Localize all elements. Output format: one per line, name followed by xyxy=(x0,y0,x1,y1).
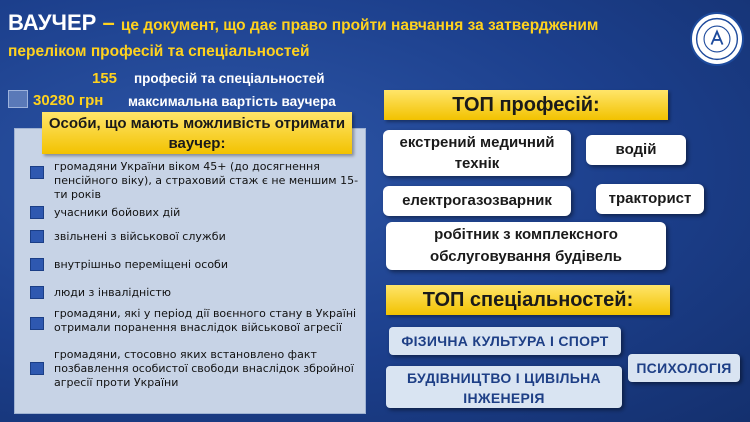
list-item-text: внутрішньо переміщені особи xyxy=(54,258,228,271)
specialty-chip: ПСИХОЛОГІЯ xyxy=(628,354,740,382)
page-title xyxy=(8,10,648,65)
profession-chip: екстрений медичний технік xyxy=(383,130,571,176)
profession-chip: електрогазозварник xyxy=(383,186,571,216)
list-item-text: громадяни України віком 45+ (до досягнення пенсійного віку), а страховий стаж є не меншим 15-ти років xyxy=(54,160,359,201)
list-item-text: громадяни, які у період дії воєнного стану в Україні отримали поранення внаслідок військової агресії xyxy=(54,307,357,334)
persons-title: Особи, що мають можливість отримати ваучер: xyxy=(42,112,352,154)
specialty-chip: ФІЗИЧНА КУЛЬТУРА І СПОРТ xyxy=(389,327,621,355)
top-professions-title: ТОП професій: xyxy=(384,90,668,120)
bullet-icon xyxy=(30,206,44,219)
profession-chip: тракторист xyxy=(596,184,704,214)
list-item-text: учасники бойових дій xyxy=(54,206,181,219)
bullet-icon xyxy=(30,317,44,330)
top-specialties-title: ТОП спеціальностей: xyxy=(386,285,670,315)
title-dash: – xyxy=(96,10,121,35)
profession-chip: робітник з комплексного обслуговування будівель xyxy=(386,222,666,270)
title-word: ВАУЧЕР xyxy=(8,10,97,35)
bullet-icon xyxy=(30,362,44,375)
list-item-text: люди з інвалідністю xyxy=(54,286,172,299)
bullet-icon xyxy=(30,230,44,243)
specialty-chip: БУДІВНИЦТВО І ЦИВІЛЬНА ІНЖЕНЕРІЯ xyxy=(386,366,622,408)
professions-count: 155 xyxy=(92,70,118,87)
list-item-text: звільнені з військової служби xyxy=(54,230,226,243)
max-value: 30280 грн xyxy=(33,92,104,109)
bullet-icon xyxy=(30,258,44,271)
list-item-text: громадяни, стосовно яких встановлено факт позбавлення особистої свободи внаслідок збройної агресії проти України xyxy=(54,348,354,389)
title-description: це документ, що дає право пройти навчання за затвердженим переліком професій та спеціальностей xyxy=(8,17,599,60)
profession-chip: водій xyxy=(586,135,686,165)
money-icon xyxy=(8,90,28,108)
bullet-icon xyxy=(30,166,44,179)
employment-service-logo-icon xyxy=(690,12,744,66)
max-value-label: максимальна вартість ваучера xyxy=(128,94,336,109)
bullet-icon xyxy=(30,286,44,299)
professions-label: професій та спеціальностей xyxy=(134,71,325,86)
